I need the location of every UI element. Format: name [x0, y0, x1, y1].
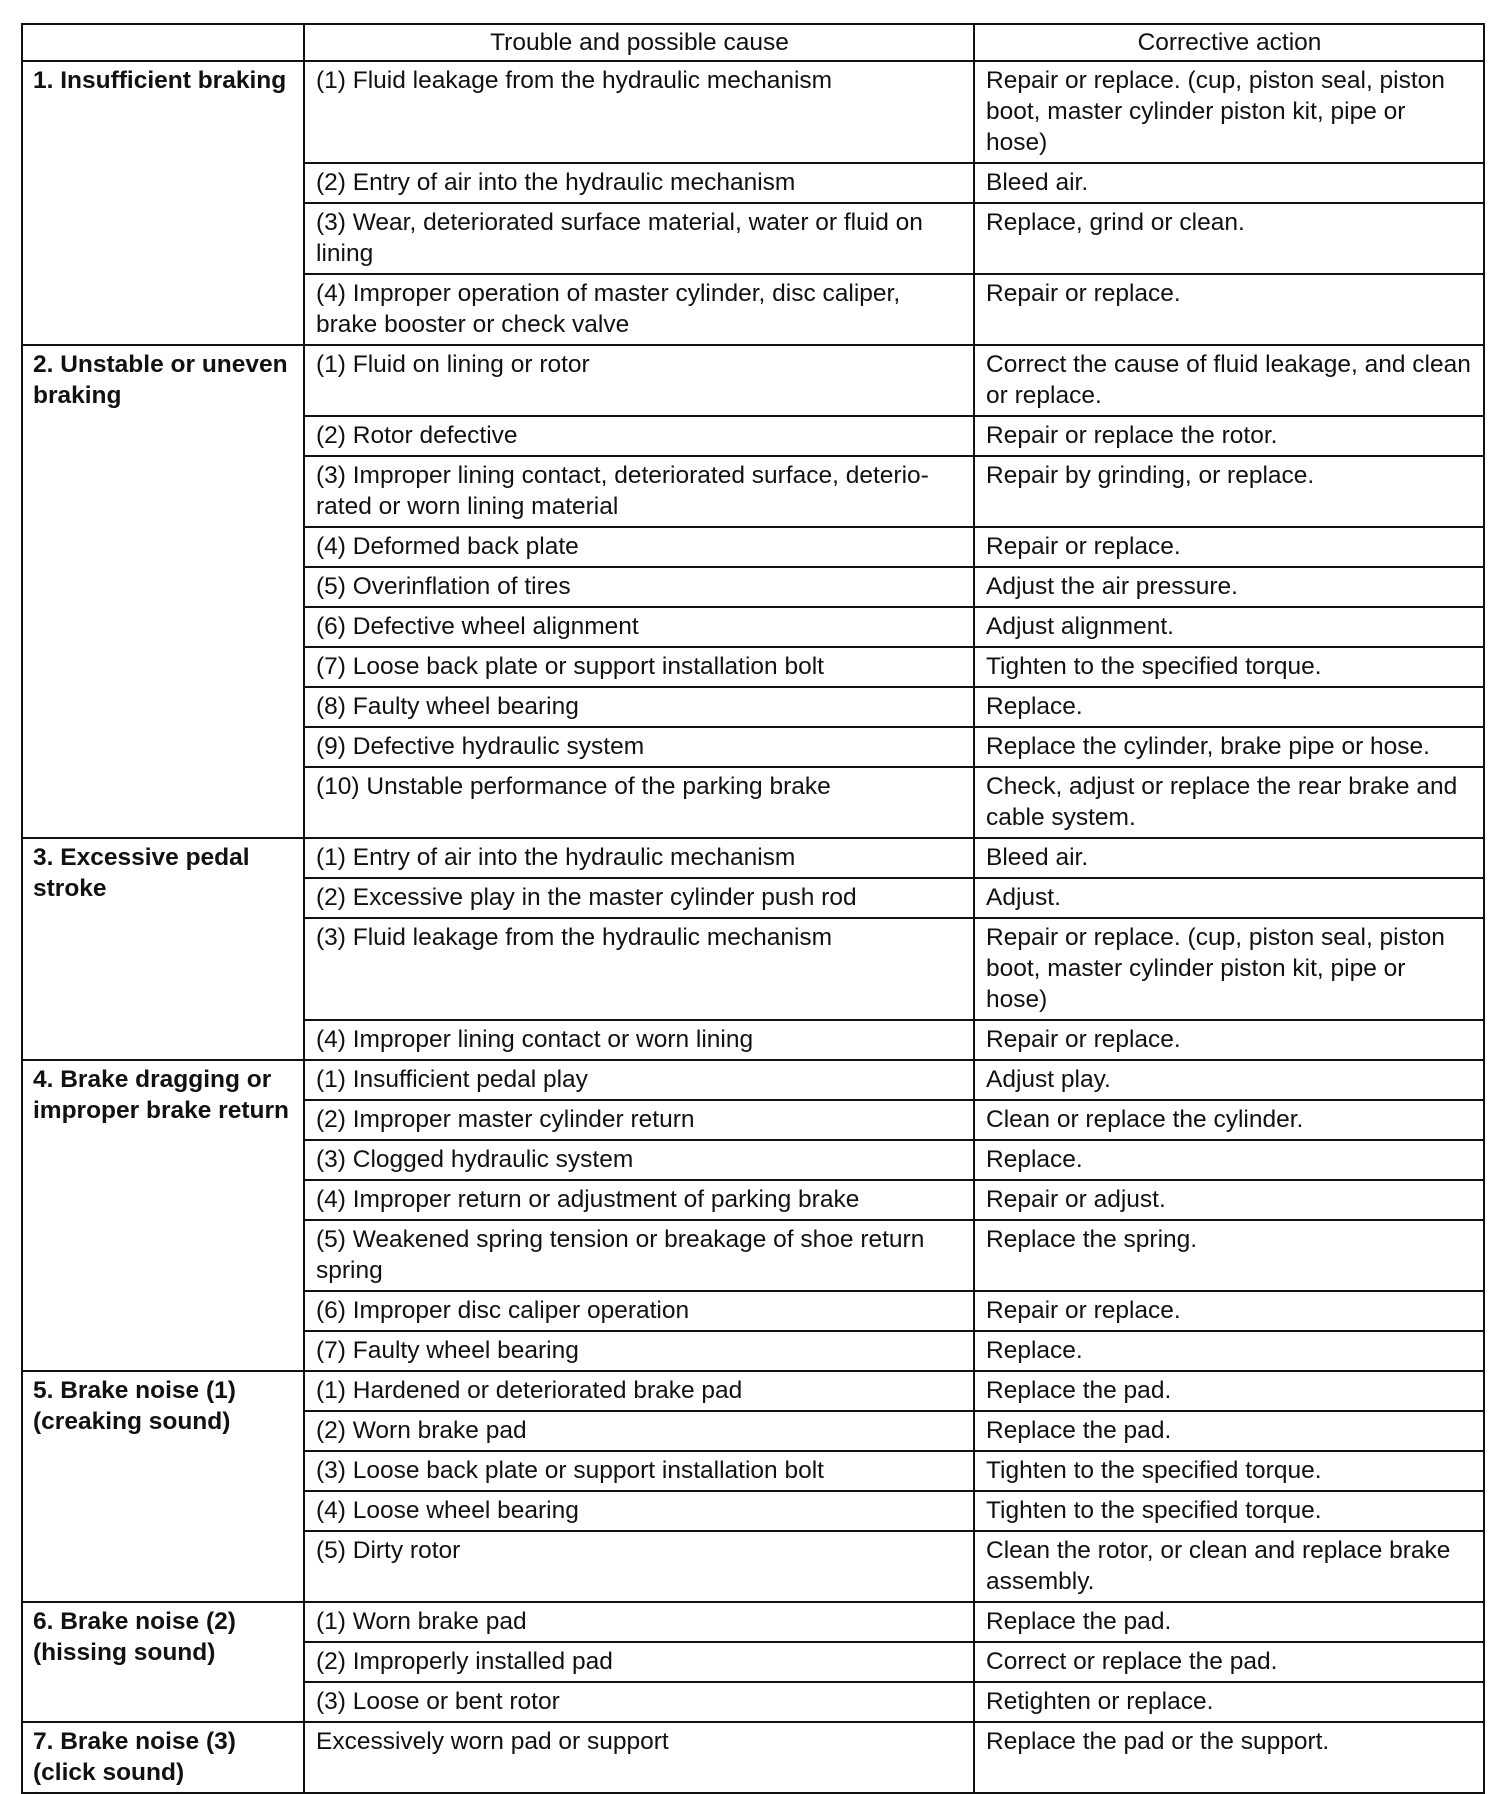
cause-cell: (3) Wear, deteriorated surface material, water or fluid on lining	[304, 203, 974, 274]
action-cell: Correct or replace the pad.	[974, 1642, 1484, 1682]
cause-cell: (3) Clogged hydraulic system	[304, 1140, 974, 1180]
header-action: Corrective action	[974, 24, 1484, 61]
cause-cell: (4) Improper operation of master cylinder, disc caliper, brake booster or check valve	[304, 274, 974, 345]
cause-cell: (2) Improperly installed pad	[304, 1642, 974, 1682]
cause-cell: (4) Deformed back plate	[304, 527, 974, 567]
action-cell: Check, adjust or replace the rear brake and cable system.	[974, 767, 1484, 838]
troubleshooting-table	[21, 23, 1485, 1794]
cause-cell: (1) Worn brake pad	[304, 1602, 974, 1642]
table-row	[22, 345, 1484, 416]
cause-cell: (10) Unstable performance of the parking brake	[304, 767, 974, 838]
action-cell: Repair by grinding, or replace.	[974, 456, 1484, 527]
action-cell: Replace the pad.	[974, 1602, 1484, 1642]
cause-cell: Excessively worn pad or support	[304, 1722, 974, 1793]
cause-cell: (5) Weakened spring tension or breakage of shoe return spring	[304, 1220, 974, 1291]
action-cell: Replace the pad or the support.	[974, 1722, 1484, 1793]
cause-cell: (5) Dirty rotor	[304, 1531, 974, 1602]
action-cell: Tighten to the specified torque.	[974, 1491, 1484, 1531]
action-cell: Adjust the air pressure.	[974, 567, 1484, 607]
cause-cell: (7) Faulty wheel bearing	[304, 1331, 974, 1371]
action-cell: Repair or adjust.	[974, 1180, 1484, 1220]
action-cell: Adjust play.	[974, 1060, 1484, 1100]
trouble-label: 1. Insufficient braking	[22, 61, 304, 345]
header-cause: Trouble and possible cause	[304, 24, 974, 61]
action-cell: Repair or replace. (cup, piston seal, piston boot, master cylinder piston kit, pipe or hose)	[974, 918, 1484, 1020]
cause-cell: (5) Overinflation of tires	[304, 567, 974, 607]
action-cell: Repair or replace.	[974, 527, 1484, 567]
table-row	[22, 1722, 1484, 1793]
cause-cell: (4) Improper lining contact or worn lining	[304, 1020, 974, 1060]
action-cell: Replace the spring.	[974, 1220, 1484, 1291]
action-cell: Replace the pad.	[974, 1371, 1484, 1411]
action-cell: Replace the pad.	[974, 1411, 1484, 1451]
cause-cell: (1) Fluid leakage from the hydraulic mechanism	[304, 61, 974, 163]
cause-cell: (7) Loose back plate or support installation bolt	[304, 647, 974, 687]
cause-cell: (3) Loose or bent rotor	[304, 1682, 974, 1722]
trouble-label: 6. Brake noise (2) (hissing sound)	[22, 1602, 304, 1722]
cause-cell: (1) Entry of air into the hydraulic mechanism	[304, 838, 974, 878]
action-cell: Retighten or replace.	[974, 1682, 1484, 1722]
trouble-label: 7. Brake noise (3) (click sound)	[22, 1722, 304, 1793]
trouble-label: 3. Excessive pedal stroke	[22, 838, 304, 1060]
action-cell: Replace.	[974, 1331, 1484, 1371]
action-cell: Repair or replace.	[974, 1020, 1484, 1060]
action-cell: Bleed air.	[974, 838, 1484, 878]
cause-cell: (3) Loose back plate or support installation bolt	[304, 1451, 974, 1491]
action-cell: Adjust.	[974, 878, 1484, 918]
action-cell: Bleed air.	[974, 163, 1484, 203]
header-blank	[22, 24, 304, 61]
action-cell: Repair or replace.	[974, 274, 1484, 345]
trouble-label: 5. Brake noise (1) (creaking sound)	[22, 1371, 304, 1602]
action-cell: Repair or replace. (cup, piston seal, piston boot, master cylinder piston kit, pipe or hose)	[974, 61, 1484, 163]
cause-cell: (3) Improper lining contact, deteriorated surface, deterio-rated or worn lining material	[304, 456, 974, 527]
cause-cell: (6) Defective wheel alignment	[304, 607, 974, 647]
action-cell: Replace.	[974, 687, 1484, 727]
table-row	[22, 1371, 1484, 1411]
cause-cell: (4) Improper return or adjustment of parking brake	[304, 1180, 974, 1220]
action-cell: Replace, grind or clean.	[974, 203, 1484, 274]
cause-cell: (6) Improper disc caliper operation	[304, 1291, 974, 1331]
cause-cell: (4) Loose wheel bearing	[304, 1491, 974, 1531]
cause-cell: (1) Hardened or deteriorated brake pad	[304, 1371, 974, 1411]
action-cell: Tighten to the specified torque.	[974, 647, 1484, 687]
header-row	[22, 24, 1484, 61]
table-row	[22, 61, 1484, 163]
action-cell: Correct the cause of fluid leakage, and clean or replace.	[974, 345, 1484, 416]
cause-cell: (1) Insufficient pedal play	[304, 1060, 974, 1100]
action-cell: Replace.	[974, 1140, 1484, 1180]
cause-cell: (1) Fluid on lining or rotor	[304, 345, 974, 416]
cause-cell: (2) Improper master cylinder return	[304, 1100, 974, 1140]
action-cell: Clean or replace the cylinder.	[974, 1100, 1484, 1140]
table-row	[22, 1602, 1484, 1642]
action-cell: Repair or replace.	[974, 1291, 1484, 1331]
table-row	[22, 1060, 1484, 1100]
trouble-label: 4. Brake dragging or improper brake return	[22, 1060, 304, 1371]
action-cell: Adjust alignment.	[974, 607, 1484, 647]
cause-cell: (2) Worn brake pad	[304, 1411, 974, 1451]
action-cell: Repair or replace the rotor.	[974, 416, 1484, 456]
cause-cell: (8) Faulty wheel bearing	[304, 687, 974, 727]
trouble-label: 2. Unstable or uneven braking	[22, 345, 304, 838]
action-cell: Replace the cylinder, brake pipe or hose.	[974, 727, 1484, 767]
cause-cell: (2) Entry of air into the hydraulic mechanism	[304, 163, 974, 203]
action-cell: Clean the rotor, or clean and replace brake assembly.	[974, 1531, 1484, 1602]
cause-cell: (9) Defective hydraulic system	[304, 727, 974, 767]
action-cell: Tighten to the specified torque.	[974, 1451, 1484, 1491]
table-body	[22, 61, 1484, 1793]
cause-cell: (2) Rotor defective	[304, 416, 974, 456]
cause-cell: (2) Excessive play in the master cylinder push rod	[304, 878, 974, 918]
cause-cell: (3) Fluid leakage from the hydraulic mechanism	[304, 918, 974, 1020]
table-row	[22, 838, 1484, 878]
